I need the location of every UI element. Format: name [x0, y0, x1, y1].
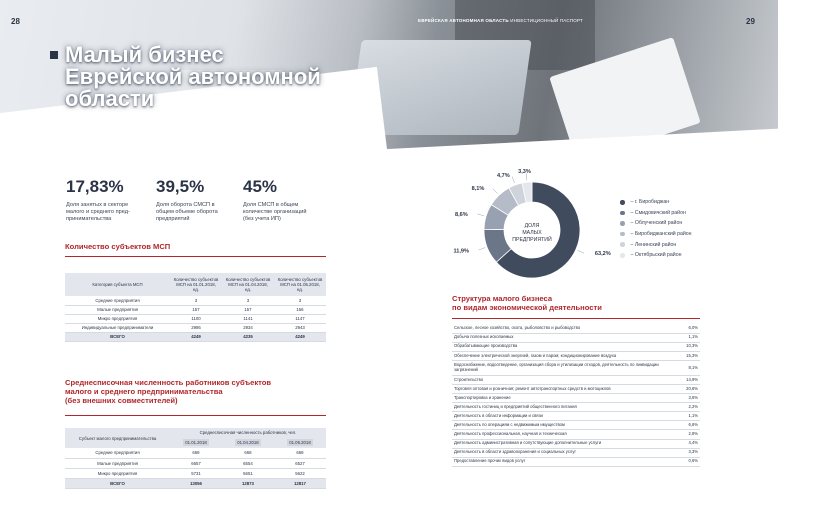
year-label: 01.04.2018	[237, 440, 259, 445]
activity-name: Деятельность по операциям с недвижимым имуществом	[452, 421, 674, 430]
table-cell: 1141	[222, 314, 274, 323]
table-cell: 3	[170, 296, 222, 305]
legend-dot-icon	[620, 200, 625, 205]
legend-item	[620, 197, 692, 208]
activity-name: Строительство	[452, 375, 674, 384]
table-cell: 157	[222, 305, 274, 314]
table-cell: Индивидуальные предприниматели	[65, 323, 170, 332]
activity-share: 0,6%	[674, 457, 700, 466]
activity-name: Обрабатывающие производства	[452, 342, 674, 351]
table-cell: Средние предприятия	[65, 448, 170, 458]
table-row	[65, 323, 326, 332]
stat-organizations-share	[243, 178, 306, 223]
table-cell: 2943	[274, 323, 326, 332]
activity-share: 6,6%	[674, 421, 700, 430]
table-cell: 3	[274, 296, 326, 305]
activity-name: Сельское, лесное хозяйство, охота, рыболовство и рыбоводство	[452, 324, 674, 333]
table-cell: Малые предприятия	[65, 458, 170, 468]
activity-share: 2,2%	[674, 403, 700, 412]
business-structure-table	[452, 324, 700, 467]
legend-dot-icon	[620, 221, 625, 226]
table-cell: Микро предприятия	[65, 468, 170, 478]
stat-label-line: предприятий	[156, 216, 190, 222]
smsp-count-table	[65, 273, 326, 342]
heading-line: малого и среднего предпринимательства	[65, 387, 223, 396]
table-cell: 157	[170, 305, 222, 314]
legend-label: – Биробиджанский район	[630, 231, 692, 238]
table2-heading-rule	[65, 415, 326, 416]
heading-line: (без внешних совместителей)	[65, 396, 178, 405]
title-line: Малый бизнес	[65, 42, 224, 67]
donut-value-label: 4,7%	[496, 172, 510, 179]
table-total-row	[65, 332, 326, 341]
activity-share: 3,3%	[674, 448, 700, 457]
stat-label	[66, 202, 130, 223]
table-cell: 5651	[222, 468, 274, 478]
table2-year-header	[170, 437, 222, 448]
stat-label-line: Доля оборота СМСП в	[156, 202, 215, 208]
table-row	[65, 296, 326, 305]
year-label: 01.05.2018	[289, 440, 311, 445]
activity-name: Деятельность в области информации и связи	[452, 412, 674, 421]
activity-name: Водоснабжение, водоотведение, организация сбора и утилизации отходов, деятельность по ликвидации загрязнений	[452, 360, 674, 375]
small-enterprises-donut-chart	[453, 168, 611, 288]
table-cell: 12817	[274, 478, 326, 488]
employees-table	[65, 428, 326, 489]
donut-center-label-line: ПРЕДПРИЯТИЙ	[512, 237, 552, 243]
table-row	[452, 457, 700, 466]
table-cell: 668	[222, 448, 274, 458]
legend-label: – Ленинский район	[630, 241, 677, 248]
heading-line: по видам экономической деятельности	[452, 303, 602, 312]
table-row	[65, 448, 326, 458]
page-number-right: 29	[746, 17, 755, 26]
table-cell: 156	[274, 305, 326, 314]
table-cell: Средние предприятия	[65, 296, 170, 305]
stat-label	[156, 202, 218, 223]
table2-year-header	[222, 437, 274, 448]
table1-heading: Количество субъектов МСП	[65, 242, 171, 251]
donut-value-label: 8,6%	[454, 211, 468, 218]
table-row	[452, 412, 700, 421]
running-head-region: ЕВРЕЙСКАЯ АВТОНОМНАЯ ОБЛАСТЬ	[418, 18, 509, 23]
donut-leader-line	[512, 177, 514, 184]
stat-label-line: принимательства	[66, 216, 112, 222]
stat-value: 45%	[243, 177, 278, 196]
activity-share: 15,3%	[674, 351, 700, 360]
table-cell: 12873	[222, 478, 274, 488]
table-row	[452, 403, 700, 412]
legend-label: – Смидовичский район	[630, 209, 686, 216]
table-row	[452, 342, 700, 351]
heading-line: Среднесписочная численность работников субъектов	[65, 378, 272, 387]
donut-value-label: 3,3%	[518, 168, 531, 175]
activity-name: Деятельность административная и сопутствующие дополнительные услуги	[452, 439, 674, 448]
legend-item	[620, 229, 692, 240]
activity-share: 6,0%	[674, 324, 700, 333]
legend-label: – Облученский район	[630, 220, 683, 227]
running-head	[418, 18, 583, 23]
table-cell: 6527	[274, 458, 326, 468]
table-row	[452, 333, 700, 342]
stat-label-line: количестве организаций	[243, 209, 307, 215]
stat-label-line: (без учета ИП)	[243, 216, 281, 222]
table1-col-header: Количество субъектов МСП на 01.05.2018, ед.	[274, 273, 326, 296]
donut-value-label: 11,9%	[453, 248, 470, 255]
donut-legend	[620, 197, 692, 261]
table-cell: 1100	[170, 314, 222, 323]
activity-name: Торговля оптовая и розничная; ремонт автотранспортных средств и мотоциклов	[452, 384, 674, 393]
legend-item	[620, 218, 692, 229]
table-row	[65, 305, 326, 314]
page-title	[65, 44, 395, 110]
donut-leader-line	[479, 248, 486, 250]
table-row	[452, 375, 700, 384]
donut-center-label-line: ДОЛЯ	[524, 223, 540, 229]
running-head-section: ИНВЕСТИЦИОННЫЙ ПАСПОРТ	[510, 18, 583, 23]
table-cell: 4235	[222, 332, 274, 341]
table2-col-header: Субъект малого предпринимательства	[65, 428, 170, 448]
activity-name: Транспортировка и хранение	[452, 394, 674, 403]
table-cell: 2934	[222, 323, 274, 332]
stat-turnover-share	[156, 178, 218, 223]
stat-label-line: малого и среднего пред-	[66, 209, 130, 215]
table-row	[452, 360, 700, 375]
table-row	[452, 351, 700, 360]
stat-value: 39,5%	[156, 177, 205, 196]
legend-dot-icon	[620, 253, 625, 258]
legend-item	[620, 250, 692, 261]
legend-label: – Октябрьский район	[630, 252, 682, 259]
activity-share: 8,1%	[674, 360, 700, 375]
activity-share: 1,1%	[674, 412, 700, 421]
activity-share: 14,9%	[674, 375, 700, 384]
donut-leader-line	[578, 250, 584, 253]
activity-name: Обеспечение электрической энергией, газом и паром; кондиционирование воздуха	[452, 351, 674, 360]
table-cell: 6657	[170, 458, 222, 468]
table3-heading	[452, 294, 602, 312]
activity-share: 4,4%	[674, 439, 700, 448]
table1-col-header: Количество субъектов МСП на 01.01.2018, ед.	[170, 273, 222, 296]
title-line: области	[65, 86, 155, 111]
legend-item	[620, 239, 692, 250]
legend-item	[620, 208, 692, 219]
table-cell: 668	[274, 448, 326, 458]
donut-value-label: 8,1%	[471, 186, 485, 193]
table-cell: ВСЕГО	[65, 332, 170, 341]
table-cell: Малые предприятия	[65, 305, 170, 314]
table-total-row	[65, 478, 326, 488]
table-row	[452, 439, 700, 448]
table2-year-header	[274, 437, 326, 448]
table-cell: 1147	[274, 314, 326, 323]
activity-name: Добыча полезных ископаемых	[452, 333, 674, 342]
activity-name: Предоставление прочих видов услуг	[452, 457, 674, 466]
table-row	[452, 448, 700, 457]
legend-label: – г. Биробиджан	[630, 199, 670, 206]
table1-heading-rule	[65, 256, 326, 257]
table-row	[65, 314, 326, 323]
activity-share: 3,6%	[674, 394, 700, 403]
table-row	[452, 430, 700, 439]
stat-label-line: Доля СМСП в общем	[243, 202, 299, 208]
donut-leader-line	[493, 189, 498, 194]
activity-share: 1,1%	[674, 333, 700, 342]
table-row	[452, 384, 700, 393]
stat-label	[243, 202, 306, 223]
table2-heading	[65, 378, 271, 405]
table1-col-header: Количество субъектов МСП на 01.04.2018, ед.	[222, 273, 274, 296]
table1-col-header: Категория субъекта МСП	[65, 273, 170, 296]
table-cell: 13056	[170, 478, 222, 488]
stat-label-line: Доля занятых в секторе	[66, 202, 129, 208]
activity-share: 20,6%	[674, 384, 700, 393]
legend-dot-icon	[620, 211, 625, 216]
table-row	[65, 458, 326, 468]
table-cell: 6554	[222, 458, 274, 468]
activity-share: 10,3%	[674, 342, 700, 351]
donut-value-label: 63,2%	[594, 251, 611, 258]
stat-value: 17,83%	[66, 177, 124, 196]
legend-dot-icon	[620, 242, 625, 247]
heading-line: Структура малого бизнеса	[452, 294, 553, 303]
table-row	[452, 324, 700, 333]
table2-group-header: Среднесписочная численность работников, чел.	[170, 428, 326, 437]
legend-dot-icon	[620, 232, 625, 237]
stat-label-line: общем объеме оборота	[156, 209, 218, 215]
table-cell: 3	[222, 296, 274, 305]
donut-leader-line	[477, 214, 484, 216]
donut-center-label-line: МАЛЫХ	[522, 230, 542, 236]
activity-name: Деятельность гостиниц и предприятий общественного питания	[452, 403, 674, 412]
activity-name: Деятельность в области здравоохранения и социальных услуг	[452, 448, 674, 457]
table-cell: 4249	[274, 332, 326, 341]
table-cell: 668	[170, 448, 222, 458]
table-row	[65, 468, 326, 478]
activity-name: Деятельность профессиональная, научная и техническая	[452, 430, 674, 439]
stat-employment-share	[66, 178, 130, 223]
table-row	[452, 421, 700, 430]
table-cell: 5622	[274, 468, 326, 478]
table-cell: 4249	[170, 332, 222, 341]
table-row	[452, 394, 700, 403]
table-cell: ВСЕГО	[65, 478, 170, 488]
page-number-left: 28	[11, 17, 20, 26]
title-line: Еврейской автономной	[65, 64, 321, 89]
table-cell: 2986	[170, 323, 222, 332]
activity-share: 2,8%	[674, 430, 700, 439]
table3-heading-rule	[452, 318, 700, 319]
year-label: 01.01.2018	[185, 440, 207, 445]
title-square-icon	[50, 51, 58, 59]
table-cell: 5731	[170, 468, 222, 478]
table-cell: Микро предприятия	[65, 314, 170, 323]
